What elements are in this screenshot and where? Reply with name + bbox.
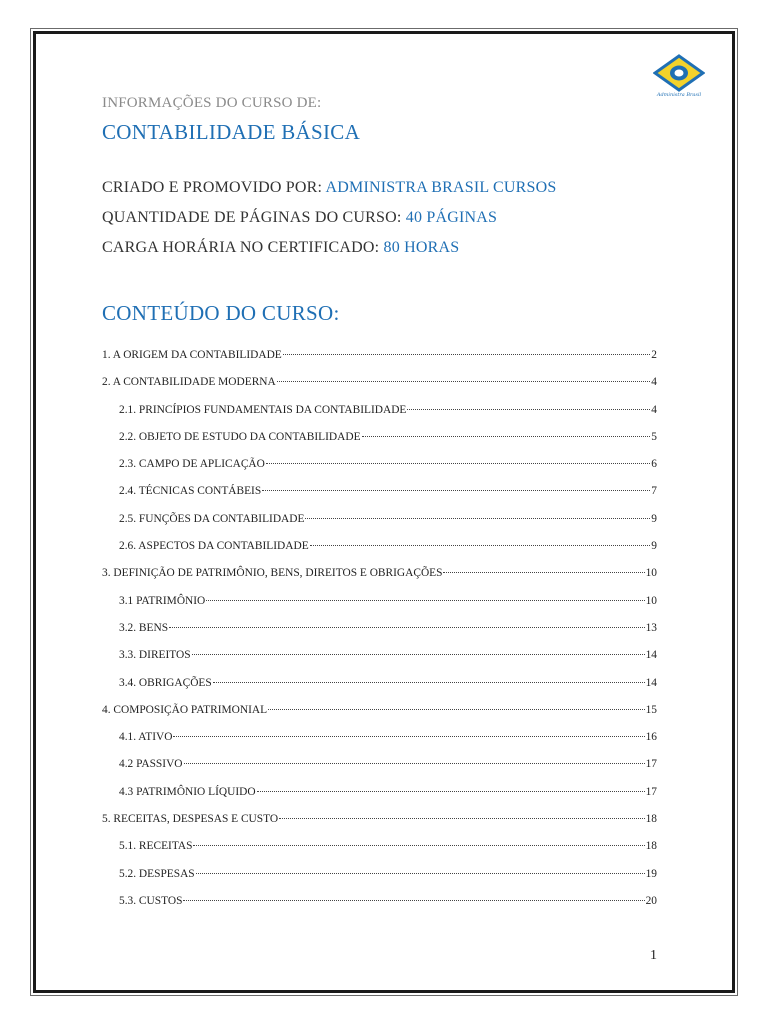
toc-dot-leader bbox=[206, 600, 644, 601]
toc-entry-label: 4. COMPOSIÇÃO PATRIMONIAL bbox=[102, 703, 268, 716]
toc-dot-leader bbox=[362, 436, 651, 437]
toc-entry[interactable] bbox=[102, 481, 657, 508]
toc-entry-page: 14 bbox=[645, 676, 657, 689]
toc-dot-leader bbox=[173, 736, 644, 737]
toc-entry[interactable] bbox=[102, 618, 657, 645]
toc-dot-leader bbox=[279, 818, 645, 819]
toc-entry[interactable] bbox=[102, 645, 657, 672]
administra-brasil-logo-icon bbox=[653, 54, 705, 98]
toc-entry[interactable] bbox=[102, 809, 657, 836]
toc-dot-leader bbox=[310, 545, 651, 546]
toc-entry-label: 2.6. ASPECTOS DA CONTABILIDADE bbox=[119, 540, 309, 553]
toc-dot-leader bbox=[196, 873, 645, 874]
toc-entry-page: 7 bbox=[651, 485, 657, 498]
toc-entry-label: 2.2. OBJETO DE ESTUDO DA CONTABILIDADE bbox=[119, 430, 361, 443]
page-number: 1 bbox=[650, 948, 657, 963]
toc-entry-label: 5.3. CUSTOS bbox=[119, 894, 183, 907]
toc-dot-leader bbox=[443, 572, 644, 573]
toc-entry[interactable] bbox=[102, 591, 657, 618]
toc-entry-label: 2.1. PRINCÍPIOS FUNDAMENTAIS DA CONTABILIDADE bbox=[119, 403, 407, 416]
toc-dot-leader bbox=[305, 518, 650, 519]
toc-entry-page: 2 bbox=[651, 349, 657, 361]
toc-dot-leader bbox=[193, 845, 644, 846]
toc-entry-label: 4.3 PATRIMÔNIO LÍQUIDO bbox=[119, 785, 256, 798]
toc-entry-page: 13 bbox=[645, 621, 657, 634]
toc-entry[interactable] bbox=[102, 782, 657, 809]
info-workload bbox=[102, 239, 459, 257]
info-page-count bbox=[102, 209, 497, 227]
toc-entry-page: 14 bbox=[645, 649, 657, 662]
toc-entry-label: 4.1. ATIVO bbox=[119, 731, 173, 744]
toc-dot-leader bbox=[257, 791, 645, 792]
toc-entry[interactable] bbox=[102, 345, 657, 372]
toc-entry-page: 9 bbox=[651, 540, 657, 553]
toc-entry-label: 5.1. RECEITAS bbox=[119, 840, 193, 853]
toc-entry-label: 2.4. TÉCNICAS CONTÁBEIS bbox=[119, 485, 262, 498]
toc-dot-leader bbox=[266, 463, 650, 464]
toc-entry[interactable] bbox=[102, 427, 657, 454]
toc-entry-label: 3.3. DIREITOS bbox=[119, 649, 191, 662]
info-value: 80 HORAS bbox=[383, 239, 460, 256]
table-of-contents bbox=[102, 345, 657, 918]
toc-entry-label: 2.3. CAMPO DE APLICAÇÃO bbox=[119, 458, 265, 471]
toc-entry-page: 18 bbox=[645, 840, 657, 853]
logo-caption: Administra Brasil bbox=[656, 92, 702, 98]
info-label: CARGA HORÁRIA NO CERTIFICADO: bbox=[102, 239, 380, 256]
toc-entry[interactable] bbox=[102, 454, 657, 481]
info-created-by bbox=[102, 179, 556, 197]
toc-dot-leader bbox=[407, 409, 650, 410]
info-value: ADMINISTRA BRASIL CURSOS bbox=[325, 179, 557, 196]
toc-entry[interactable] bbox=[102, 727, 657, 754]
toc-entry[interactable] bbox=[102, 836, 657, 863]
toc-entry-label: 1. A ORIGEM DA CONTABILIDADE bbox=[102, 349, 282, 361]
toc-dot-leader bbox=[277, 381, 651, 382]
section-title: CONTEÚDO DO CURSO: bbox=[102, 301, 340, 325]
toc-entry-page: 5 bbox=[651, 430, 657, 443]
info-label: CRIADO E PROMOVIDO POR: bbox=[102, 179, 323, 196]
toc-entry-label: 3. DEFINIÇÃO DE PATRIMÔNIO, BENS, DIREITOS E OBRIGAÇÕES bbox=[102, 567, 443, 580]
toc-dot-leader bbox=[262, 490, 650, 491]
toc-entry[interactable] bbox=[102, 891, 657, 918]
toc-entry-page: 18 bbox=[645, 813, 657, 826]
toc-entry-page: 15 bbox=[645, 703, 657, 716]
course-subtitle: INFORMAÇÕES DO CURSO DE: bbox=[102, 95, 322, 111]
toc-entry-label: 3.1 PATRIMÔNIO bbox=[119, 594, 206, 607]
toc-entry[interactable] bbox=[102, 673, 657, 700]
toc-entry-page: 10 bbox=[645, 567, 657, 580]
toc-entry-page: 4 bbox=[651, 403, 657, 416]
toc-entry-label: 2.5. FUNÇÕES DA CONTABILIDADE bbox=[119, 512, 305, 525]
toc-entry-page: 19 bbox=[645, 867, 657, 880]
toc-entry-page: 4 bbox=[651, 376, 657, 389]
toc-entry-label: 5.2. DESPESAS bbox=[119, 867, 195, 880]
toc-dot-leader bbox=[268, 709, 645, 710]
toc-entry[interactable] bbox=[102, 754, 657, 781]
toc-entry-label: 3.4. OBRIGAÇÕES bbox=[119, 676, 212, 689]
toc-entry-page: 17 bbox=[645, 758, 657, 771]
toc-entry[interactable] bbox=[102, 563, 657, 590]
toc-entry-page: 17 bbox=[645, 785, 657, 798]
toc-entry[interactable] bbox=[102, 536, 657, 563]
toc-entry[interactable] bbox=[102, 372, 657, 399]
document-page bbox=[33, 31, 735, 993]
toc-dot-leader bbox=[169, 627, 645, 628]
toc-entry-page: 9 bbox=[651, 512, 657, 525]
toc-entry[interactable] bbox=[102, 700, 657, 727]
toc-dot-leader bbox=[213, 682, 645, 683]
toc-entry-label: 3.2. BENS bbox=[119, 621, 169, 634]
toc-entry[interactable] bbox=[102, 864, 657, 891]
toc-entry-label: 5. RECEITAS, DESPESAS E CUSTO bbox=[102, 813, 279, 826]
toc-entry-page: 10 bbox=[645, 594, 657, 607]
toc-entry[interactable] bbox=[102, 509, 657, 536]
toc-entry-label: 4.2 PASSIVO bbox=[119, 758, 183, 771]
toc-entry-label: 2. A CONTABILIDADE MODERNA bbox=[102, 376, 276, 389]
toc-entry[interactable] bbox=[102, 400, 657, 427]
toc-entry-page: 20 bbox=[645, 894, 657, 907]
toc-dot-leader bbox=[184, 763, 645, 764]
toc-dot-leader bbox=[192, 654, 645, 655]
info-label: QUANTIDADE DE PÁGINAS DO CURSO: bbox=[102, 209, 402, 226]
toc-entry-page: 6 bbox=[651, 458, 657, 471]
toc-dot-leader bbox=[283, 354, 651, 355]
course-title: CONTABILIDADE BÁSICA bbox=[102, 120, 361, 144]
toc-dot-leader bbox=[183, 900, 644, 901]
info-value: 40 PÁGINAS bbox=[405, 209, 498, 226]
toc-entry-page: 16 bbox=[645, 731, 657, 744]
